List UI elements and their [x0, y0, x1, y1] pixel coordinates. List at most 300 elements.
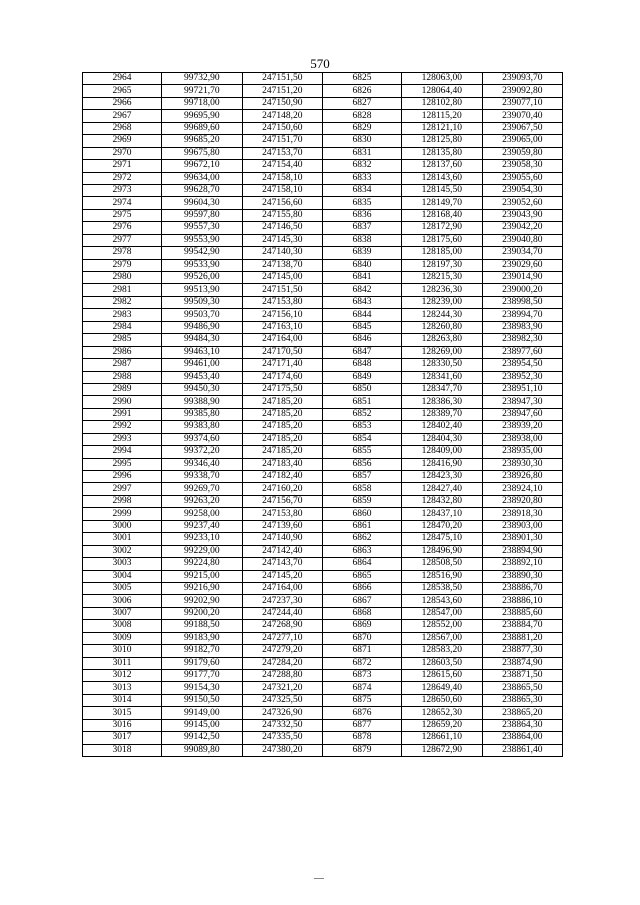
y-coordinate-b-cell: 238881,20 [482, 632, 563, 644]
x-coordinate-a-cell: 99689,60 [162, 122, 243, 134]
x-coordinate-b-cell: 128386,30 [402, 396, 483, 408]
point-number-b-cell: 6828 [323, 110, 402, 122]
y-coordinate-a-cell: 247185,20 [242, 396, 323, 408]
y-coordinate-a-cell: 247138,70 [242, 259, 323, 271]
table-row [83, 334, 563, 346]
y-coordinate-b-cell: 238982,30 [482, 334, 563, 346]
y-coordinate-a-cell: 247171,40 [242, 359, 323, 371]
point-number-a-cell: 2982 [83, 296, 162, 308]
point-number-b-cell: 6870 [323, 632, 402, 644]
x-coordinate-b-cell: 128347,70 [402, 383, 483, 395]
point-number-b-cell: 6857 [323, 471, 402, 483]
coordinates-table-body [83, 73, 563, 757]
y-coordinate-a-cell: 247158,10 [242, 184, 323, 196]
y-coordinate-b-cell: 238920,80 [482, 495, 563, 507]
point-number-b-cell: 6856 [323, 458, 402, 470]
y-coordinate-a-cell: 247170,50 [242, 346, 323, 358]
y-coordinate-a-cell: 247268,90 [242, 620, 323, 632]
point-number-b-cell: 6852 [323, 408, 402, 420]
point-number-a-cell: 2997 [83, 483, 162, 495]
table-row [83, 296, 563, 308]
x-coordinate-b-cell: 128064,40 [402, 85, 483, 97]
table-row [83, 446, 563, 458]
table-row [83, 135, 563, 147]
x-coordinate-a-cell: 99695,90 [162, 110, 243, 122]
point-number-b-cell: 6853 [323, 421, 402, 433]
point-number-a-cell: 2981 [83, 284, 162, 296]
table-row [83, 458, 563, 470]
point-number-a-cell: 2976 [83, 222, 162, 234]
y-coordinate-a-cell: 247156,10 [242, 309, 323, 321]
x-coordinate-a-cell: 99385,80 [162, 408, 243, 420]
x-coordinate-b-cell: 128137,60 [402, 160, 483, 172]
page-number: 570 [310, 56, 330, 71]
y-coordinate-a-cell: 247277,10 [242, 632, 323, 644]
y-coordinate-a-cell: 247244,40 [242, 607, 323, 619]
point-number-b-cell: 6872 [323, 657, 402, 669]
x-coordinate-a-cell: 99672,10 [162, 160, 243, 172]
x-coordinate-a-cell: 99685,20 [162, 135, 243, 147]
table-row [83, 110, 563, 122]
point-number-a-cell: 2969 [83, 135, 162, 147]
point-number-b-cell: 6865 [323, 570, 402, 582]
x-coordinate-b-cell: 128263,80 [402, 334, 483, 346]
point-number-b-cell: 6838 [323, 234, 402, 246]
y-coordinate-a-cell: 247153,80 [242, 508, 323, 520]
y-coordinate-a-cell: 247380,20 [242, 744, 323, 756]
y-coordinate-a-cell: 247145,30 [242, 234, 323, 246]
y-coordinate-b-cell: 238861,40 [482, 744, 563, 756]
table-row [83, 222, 563, 234]
point-number-b-cell: 6855 [323, 446, 402, 458]
x-coordinate-a-cell: 99542,90 [162, 247, 243, 259]
x-coordinate-a-cell: 99269,70 [162, 483, 243, 495]
point-number-a-cell: 2989 [83, 383, 162, 395]
point-number-b-cell: 6845 [323, 321, 402, 333]
x-coordinate-a-cell: 99533,90 [162, 259, 243, 271]
y-coordinate-a-cell: 247158,10 [242, 172, 323, 184]
point-number-b-cell: 6878 [323, 732, 402, 744]
point-number-a-cell: 2998 [83, 495, 162, 507]
x-coordinate-a-cell: 99089,80 [162, 744, 243, 756]
table-row [83, 570, 563, 582]
table-row [83, 122, 563, 134]
x-coordinate-b-cell: 128552,00 [402, 620, 483, 632]
y-coordinate-a-cell: 247151,20 [242, 85, 323, 97]
point-number-a-cell: 2975 [83, 209, 162, 221]
y-coordinate-b-cell: 239054,30 [482, 184, 563, 196]
point-number-b-cell: 6874 [323, 682, 402, 694]
table-row [83, 582, 563, 594]
point-number-b-cell: 6831 [323, 147, 402, 159]
y-coordinate-a-cell: 247326,90 [242, 707, 323, 719]
y-coordinate-b-cell: 238983,90 [482, 321, 563, 333]
x-coordinate-a-cell: 99597,80 [162, 209, 243, 221]
x-coordinate-b-cell: 128172,90 [402, 222, 483, 234]
y-coordinate-b-cell: 238886,10 [482, 595, 563, 607]
point-number-a-cell: 3015 [83, 707, 162, 719]
table-row [83, 645, 563, 657]
x-coordinate-b-cell: 128672,90 [402, 744, 483, 756]
point-number-a-cell: 3001 [83, 533, 162, 545]
point-number-b-cell: 6827 [323, 97, 402, 109]
point-number-b-cell: 6835 [323, 197, 402, 209]
table-row [83, 545, 563, 557]
point-number-a-cell: 3007 [83, 607, 162, 619]
y-coordinate-b-cell: 238994,70 [482, 309, 563, 321]
x-coordinate-a-cell: 99183,90 [162, 632, 243, 644]
point-number-a-cell: 2983 [83, 309, 162, 321]
point-number-a-cell: 2984 [83, 321, 162, 333]
point-number-a-cell: 2992 [83, 421, 162, 433]
y-coordinate-b-cell: 239000,20 [482, 284, 563, 296]
y-coordinate-b-cell: 239059,80 [482, 147, 563, 159]
point-number-a-cell: 2990 [83, 396, 162, 408]
table-row [83, 607, 563, 619]
point-number-b-cell: 6854 [323, 433, 402, 445]
x-coordinate-b-cell: 128269,00 [402, 346, 483, 358]
x-coordinate-b-cell: 128650,60 [402, 694, 483, 706]
x-coordinate-a-cell: 99202,90 [162, 595, 243, 607]
coordinates-table [82, 72, 563, 757]
point-number-b-cell: 6871 [323, 645, 402, 657]
y-coordinate-a-cell: 247146,50 [242, 222, 323, 234]
y-coordinate-b-cell: 238864,00 [482, 732, 563, 744]
x-coordinate-a-cell: 99216,90 [162, 582, 243, 594]
point-number-b-cell: 6876 [323, 707, 402, 719]
point-number-b-cell: 6858 [323, 483, 402, 495]
x-coordinate-b-cell: 128389,70 [402, 408, 483, 420]
table-row [83, 85, 563, 97]
y-coordinate-b-cell: 239042,20 [482, 222, 563, 234]
y-coordinate-a-cell: 247185,20 [242, 433, 323, 445]
y-coordinate-a-cell: 247163,10 [242, 321, 323, 333]
x-coordinate-a-cell: 99453,40 [162, 371, 243, 383]
point-number-b-cell: 6869 [323, 620, 402, 632]
point-number-a-cell: 2971 [83, 160, 162, 172]
y-coordinate-a-cell: 247148,20 [242, 110, 323, 122]
y-coordinate-b-cell: 238951,10 [482, 383, 563, 395]
point-number-a-cell: 2972 [83, 172, 162, 184]
x-coordinate-a-cell: 99150,50 [162, 694, 243, 706]
y-coordinate-a-cell: 247140,90 [242, 533, 323, 545]
point-number-a-cell: 3009 [83, 632, 162, 644]
y-coordinate-a-cell: 247160,20 [242, 483, 323, 495]
x-coordinate-a-cell: 99553,90 [162, 234, 243, 246]
y-coordinate-a-cell: 247185,20 [242, 446, 323, 458]
y-coordinate-a-cell: 247150,60 [242, 122, 323, 134]
y-coordinate-b-cell: 238918,30 [482, 508, 563, 520]
x-coordinate-b-cell: 128516,90 [402, 570, 483, 582]
point-number-a-cell: 2994 [83, 446, 162, 458]
x-coordinate-a-cell: 99179,60 [162, 657, 243, 669]
x-coordinate-a-cell: 99675,80 [162, 147, 243, 159]
x-coordinate-a-cell: 99383,80 [162, 421, 243, 433]
y-coordinate-a-cell: 247332,50 [242, 719, 323, 731]
x-coordinate-a-cell: 99145,00 [162, 719, 243, 731]
y-coordinate-a-cell: 247321,20 [242, 682, 323, 694]
point-number-a-cell: 3008 [83, 620, 162, 632]
table-row [83, 620, 563, 632]
x-coordinate-b-cell: 128652,30 [402, 707, 483, 719]
y-coordinate-b-cell: 238865,20 [482, 707, 563, 719]
y-coordinate-b-cell: 239014,90 [482, 272, 563, 284]
table-row [83, 558, 563, 570]
x-coordinate-a-cell: 99461,00 [162, 359, 243, 371]
y-coordinate-b-cell: 238947,60 [482, 408, 563, 420]
x-coordinate-b-cell: 128547,00 [402, 607, 483, 619]
y-coordinate-b-cell: 238890,30 [482, 570, 563, 582]
point-number-b-cell: 6836 [323, 209, 402, 221]
table-row [83, 483, 563, 495]
point-number-a-cell: 2977 [83, 234, 162, 246]
x-coordinate-a-cell: 99229,00 [162, 545, 243, 557]
x-coordinate-b-cell: 128437,10 [402, 508, 483, 520]
x-coordinate-a-cell: 99215,00 [162, 570, 243, 582]
y-coordinate-a-cell: 247142,40 [242, 545, 323, 557]
point-number-b-cell: 6850 [323, 383, 402, 395]
x-coordinate-a-cell: 99372,20 [162, 446, 243, 458]
table-row [83, 433, 563, 445]
table-row [83, 309, 563, 321]
table-row [83, 421, 563, 433]
point-number-a-cell: 2966 [83, 97, 162, 109]
table-row [83, 359, 563, 371]
x-coordinate-b-cell: 128135,80 [402, 147, 483, 159]
x-coordinate-a-cell: 99388,90 [162, 396, 243, 408]
table-row [83, 495, 563, 507]
point-number-b-cell: 6873 [323, 670, 402, 682]
table-row [83, 396, 563, 408]
point-number-b-cell: 6860 [323, 508, 402, 520]
table-row [83, 97, 563, 109]
x-coordinate-a-cell: 99557,30 [162, 222, 243, 234]
point-number-a-cell: 3014 [83, 694, 162, 706]
table-row [83, 272, 563, 284]
point-number-a-cell: 2970 [83, 147, 162, 159]
y-coordinate-a-cell: 247175,50 [242, 383, 323, 395]
y-coordinate-a-cell: 247145,00 [242, 272, 323, 284]
x-coordinate-a-cell: 99182,70 [162, 645, 243, 657]
point-number-b-cell: 6859 [323, 495, 402, 507]
y-coordinate-a-cell: 247335,50 [242, 732, 323, 744]
x-coordinate-a-cell: 99263,20 [162, 495, 243, 507]
x-coordinate-b-cell: 128649,40 [402, 682, 483, 694]
x-coordinate-b-cell: 128543,60 [402, 595, 483, 607]
point-number-b-cell: 6837 [323, 222, 402, 234]
x-coordinate-b-cell: 128175,60 [402, 234, 483, 246]
y-coordinate-b-cell: 238930,30 [482, 458, 563, 470]
y-coordinate-b-cell: 239092,80 [482, 85, 563, 97]
y-coordinate-a-cell: 247185,20 [242, 421, 323, 433]
x-coordinate-a-cell: 99718,00 [162, 97, 243, 109]
x-coordinate-b-cell: 128145,50 [402, 184, 483, 196]
x-coordinate-b-cell: 128496,90 [402, 545, 483, 557]
point-number-a-cell: 2964 [83, 73, 162, 85]
point-number-a-cell: 3011 [83, 657, 162, 669]
x-coordinate-b-cell: 128427,40 [402, 483, 483, 495]
point-number-a-cell: 3016 [83, 719, 162, 731]
table-row [83, 383, 563, 395]
y-coordinate-b-cell: 238947,30 [482, 396, 563, 408]
point-number-a-cell: 2979 [83, 259, 162, 271]
point-number-b-cell: 6866 [323, 582, 402, 594]
x-coordinate-b-cell: 128603,50 [402, 657, 483, 669]
y-coordinate-b-cell: 238939,20 [482, 421, 563, 433]
x-coordinate-a-cell: 99338,70 [162, 471, 243, 483]
y-coordinate-b-cell: 238892,10 [482, 558, 563, 570]
x-coordinate-b-cell: 128432,80 [402, 495, 483, 507]
point-number-a-cell: 2991 [83, 408, 162, 420]
table-row [83, 682, 563, 694]
x-coordinate-b-cell: 128615,60 [402, 670, 483, 682]
x-coordinate-a-cell: 99177,70 [162, 670, 243, 682]
point-number-b-cell: 6864 [323, 558, 402, 570]
point-number-a-cell: 2968 [83, 122, 162, 134]
x-coordinate-a-cell: 99142,50 [162, 732, 243, 744]
x-coordinate-a-cell: 99224,80 [162, 558, 243, 570]
y-coordinate-b-cell: 239065,00 [482, 135, 563, 147]
y-coordinate-b-cell: 239043,90 [482, 209, 563, 221]
point-number-a-cell: 2974 [83, 197, 162, 209]
x-coordinate-b-cell: 128330,50 [402, 359, 483, 371]
table-row [83, 321, 563, 333]
point-number-b-cell: 6825 [323, 73, 402, 85]
point-number-b-cell: 6833 [323, 172, 402, 184]
table-row [83, 408, 563, 420]
point-number-a-cell: 3013 [83, 682, 162, 694]
x-coordinate-b-cell: 128215,30 [402, 272, 483, 284]
point-number-b-cell: 6862 [323, 533, 402, 545]
table-row [83, 508, 563, 520]
point-number-b-cell: 6829 [323, 122, 402, 134]
point-number-b-cell: 6842 [323, 284, 402, 296]
point-number-a-cell: 2993 [83, 433, 162, 445]
x-coordinate-a-cell: 99526,00 [162, 272, 243, 284]
x-coordinate-b-cell: 128244,30 [402, 309, 483, 321]
y-coordinate-a-cell: 247183,40 [242, 458, 323, 470]
table-row [83, 346, 563, 358]
y-coordinate-a-cell: 247140,30 [242, 247, 323, 259]
table-row [83, 732, 563, 744]
y-coordinate-b-cell: 239055,60 [482, 172, 563, 184]
point-number-a-cell: 3004 [83, 570, 162, 582]
point-number-b-cell: 6875 [323, 694, 402, 706]
x-coordinate-b-cell: 128470,20 [402, 520, 483, 532]
y-coordinate-a-cell: 247237,30 [242, 595, 323, 607]
point-number-b-cell: 6839 [323, 247, 402, 259]
point-number-b-cell: 6867 [323, 595, 402, 607]
x-coordinate-b-cell: 128567,00 [402, 632, 483, 644]
x-coordinate-a-cell: 99374,60 [162, 433, 243, 445]
x-coordinate-b-cell: 128143,60 [402, 172, 483, 184]
point-number-a-cell: 2988 [83, 371, 162, 383]
x-coordinate-a-cell: 99154,30 [162, 682, 243, 694]
y-coordinate-a-cell: 247156,60 [242, 197, 323, 209]
y-coordinate-b-cell: 238952,30 [482, 371, 563, 383]
point-number-b-cell: 6843 [323, 296, 402, 308]
point-number-a-cell: 2999 [83, 508, 162, 520]
x-coordinate-b-cell: 128659,20 [402, 719, 483, 731]
table-row [83, 657, 563, 669]
y-coordinate-a-cell: 247151,50 [242, 284, 323, 296]
table-row [83, 533, 563, 545]
x-coordinate-b-cell: 128063,00 [402, 73, 483, 85]
table-row [83, 707, 563, 719]
y-coordinate-a-cell: 247153,70 [242, 147, 323, 159]
x-coordinate-a-cell: 99721,70 [162, 85, 243, 97]
x-coordinate-a-cell: 99233,10 [162, 533, 243, 545]
x-coordinate-a-cell: 99450,30 [162, 383, 243, 395]
x-coordinate-a-cell: 99258,00 [162, 508, 243, 520]
page-footer-mark [314, 878, 324, 879]
x-coordinate-a-cell: 99486,90 [162, 321, 243, 333]
y-coordinate-a-cell: 247185,20 [242, 408, 323, 420]
table-row [83, 284, 563, 296]
x-coordinate-b-cell: 128185,00 [402, 247, 483, 259]
y-coordinate-a-cell: 247279,20 [242, 645, 323, 657]
table-row [83, 371, 563, 383]
point-number-b-cell: 6834 [323, 184, 402, 196]
table-row [83, 247, 563, 259]
x-coordinate-b-cell: 128508,50 [402, 558, 483, 570]
table-row [83, 670, 563, 682]
table-row [83, 184, 563, 196]
y-coordinate-b-cell: 238901,30 [482, 533, 563, 545]
x-coordinate-b-cell: 128402,40 [402, 421, 483, 433]
point-number-a-cell: 2978 [83, 247, 162, 259]
y-coordinate-a-cell: 247164,00 [242, 334, 323, 346]
x-coordinate-b-cell: 128102,80 [402, 97, 483, 109]
y-coordinate-b-cell: 238864,30 [482, 719, 563, 731]
y-coordinate-b-cell: 238884,70 [482, 620, 563, 632]
x-coordinate-a-cell: 99604,30 [162, 197, 243, 209]
x-coordinate-a-cell: 99634,00 [162, 172, 243, 184]
table-row [83, 744, 563, 756]
y-coordinate-a-cell: 247139,60 [242, 520, 323, 532]
y-coordinate-a-cell: 247151,70 [242, 135, 323, 147]
y-coordinate-a-cell: 247325,50 [242, 694, 323, 706]
y-coordinate-b-cell: 238935,00 [482, 446, 563, 458]
y-coordinate-b-cell: 238926,80 [482, 471, 563, 483]
y-coordinate-a-cell: 247153,80 [242, 296, 323, 308]
y-coordinate-a-cell: 247156,70 [242, 495, 323, 507]
x-coordinate-b-cell: 128409,00 [402, 446, 483, 458]
point-number-a-cell: 3005 [83, 582, 162, 594]
point-number-b-cell: 6868 [323, 607, 402, 619]
x-coordinate-b-cell: 128239,00 [402, 296, 483, 308]
point-number-a-cell: 3010 [83, 645, 162, 657]
y-coordinate-a-cell: 247143,70 [242, 558, 323, 570]
table-row [83, 172, 563, 184]
x-coordinate-a-cell: 99188,50 [162, 620, 243, 632]
y-coordinate-a-cell: 247155,80 [242, 209, 323, 221]
y-coordinate-a-cell: 247151,50 [242, 73, 323, 85]
x-coordinate-b-cell: 128197,30 [402, 259, 483, 271]
x-coordinate-a-cell: 99628,70 [162, 184, 243, 196]
point-number-b-cell: 6846 [323, 334, 402, 346]
y-coordinate-b-cell: 238871,50 [482, 670, 563, 682]
table-row [83, 632, 563, 644]
point-number-b-cell: 6863 [323, 545, 402, 557]
x-coordinate-b-cell: 128341,60 [402, 371, 483, 383]
x-coordinate-b-cell: 128538,50 [402, 582, 483, 594]
x-coordinate-a-cell: 99484,30 [162, 334, 243, 346]
table-row [83, 234, 563, 246]
point-number-a-cell: 3017 [83, 732, 162, 744]
y-coordinate-b-cell: 238954,50 [482, 359, 563, 371]
point-number-a-cell: 3002 [83, 545, 162, 557]
